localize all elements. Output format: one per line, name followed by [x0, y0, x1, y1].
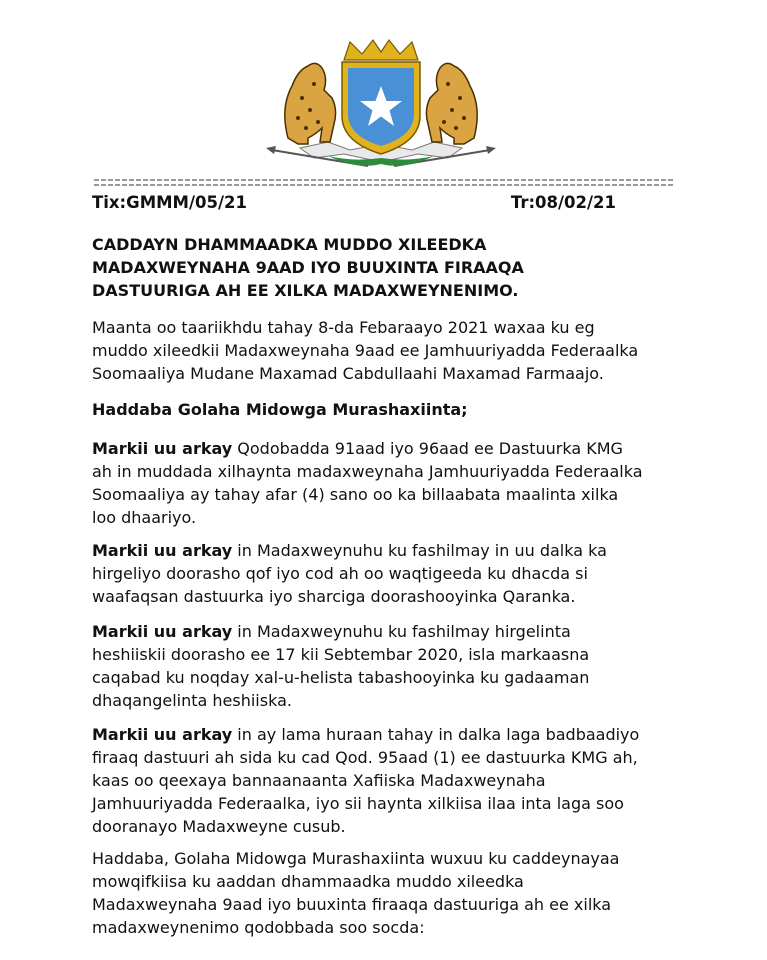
- separator-line: [94, 177, 674, 189]
- text-line: hirgeliyo doorasho qof iyo cod ah oo waqtigeeda ku dhacda si: [92, 564, 588, 583]
- intro-paragraph: [92, 316, 712, 385]
- clause-lead: Markii uu arkay: [92, 541, 233, 560]
- text-line: dhaqangelinta heshiiska.: [92, 691, 292, 710]
- title-line: CADDAYN DHAMMAADKA MUDDO XILEEDKA: [92, 235, 487, 254]
- text-line: Madaxweynaha 9aad iyo buuxinta firaaqa dastuuriga ah ee xilka: [92, 895, 612, 914]
- text-line: muddo xileedkii Madaxweynaha 9aad ee Jamhuuriyadda Federaalka: [92, 341, 639, 360]
- clause-paragraph: [92, 539, 712, 608]
- clause-paragraph: [92, 723, 712, 838]
- text-line: Markii uu arkay Qodobadda 91aad iyo 96aad ee Dastuurka KMG: [92, 439, 623, 458]
- clause-lead: Markii uu arkay: [92, 725, 233, 744]
- text-line: waafaqsan dastuurka iyo sharciga doorashooyinka Qaranka.: [92, 587, 576, 606]
- title-line: DASTUURIGA AH EE XILKA MADAXWEYNENIMO.: [92, 281, 519, 300]
- clause-paragraph: [92, 437, 712, 529]
- text-line: Maanta oo taariikhdu tahay 8-da Febaraayo 2021 waxaa ku eg: [92, 318, 595, 337]
- section-heading: Haddaba Golaha Midowga Murashaxiinta;: [92, 400, 468, 419]
- clause-paragraph: [92, 620, 712, 712]
- coat-of-arms-icon: [258, 38, 504, 178]
- text-line: mowqifkiisa ku aaddan dhammaadka muddo xileedka: [92, 872, 524, 891]
- text-line: Markii uu arkay in Madaxweynuhu ku fashilmay in uu dalka ka: [92, 541, 607, 560]
- text-line: ah in muddada xilhaynta madaxweynaha Jamhuuriyadda Federaalka: [92, 462, 643, 481]
- text-line: loo dhaariyo.: [92, 508, 197, 527]
- clause-lead: Markii uu arkay: [92, 622, 233, 641]
- text-line: firaaq dastuuri ah sida ku cad Qod. 95aad (1) ee dastuurka KMG ah,: [92, 748, 638, 767]
- reference-line: [92, 193, 616, 217]
- text-line: Soomaaliya Mudane Maxamad Cabdullaahi Maxamad Farmaajo.: [92, 364, 604, 383]
- reference-number: Tix:GMMM/05/21: [92, 193, 247, 212]
- text-line: Soomaaliya ay tahay afar (4) sano oo ka billaabata maalinta xilka: [92, 485, 619, 504]
- text-line: Haddaba, Golaha Midowga Murashaxiinta wuxuu ku caddeynayaa: [92, 849, 620, 868]
- text-line: kaas oo qeexaya bannaanaanta Xafiiska Madaxweynaha: [92, 771, 546, 790]
- text-line: madaxweynenimo qodobbada soo socda:: [92, 918, 425, 937]
- text-line: Jamhuuriyadda Federaalka, iyo sii haynta xilkiisa ilaa inta laga soo: [92, 794, 624, 813]
- text-line: Markii uu arkay in Madaxweynuhu ku fashilmay hirgelinta: [92, 622, 571, 641]
- text-line: dooranayo Madaxweyne cusub.: [92, 817, 346, 836]
- closing-paragraph: [92, 847, 712, 939]
- clause-lead: Markii uu arkay: [92, 439, 233, 458]
- text-line: caqabad ku noqday xal-u-helista tabashooyinka ku gadaaman: [92, 668, 590, 687]
- reference-date: Tr:08/02/21: [510, 193, 616, 212]
- document-title: [92, 233, 652, 302]
- text-line: Markii uu arkay in ay lama huraan tahay in dalka laga badbaadiyo: [92, 725, 640, 744]
- title-line: MADAXWEYNAHA 9AAD IYO BUUXINTA FIRAAQA: [92, 258, 524, 277]
- text-line: heshiiskii doorasho ee 17 kii Sebtembar 2020, isla markaasna: [92, 645, 590, 664]
